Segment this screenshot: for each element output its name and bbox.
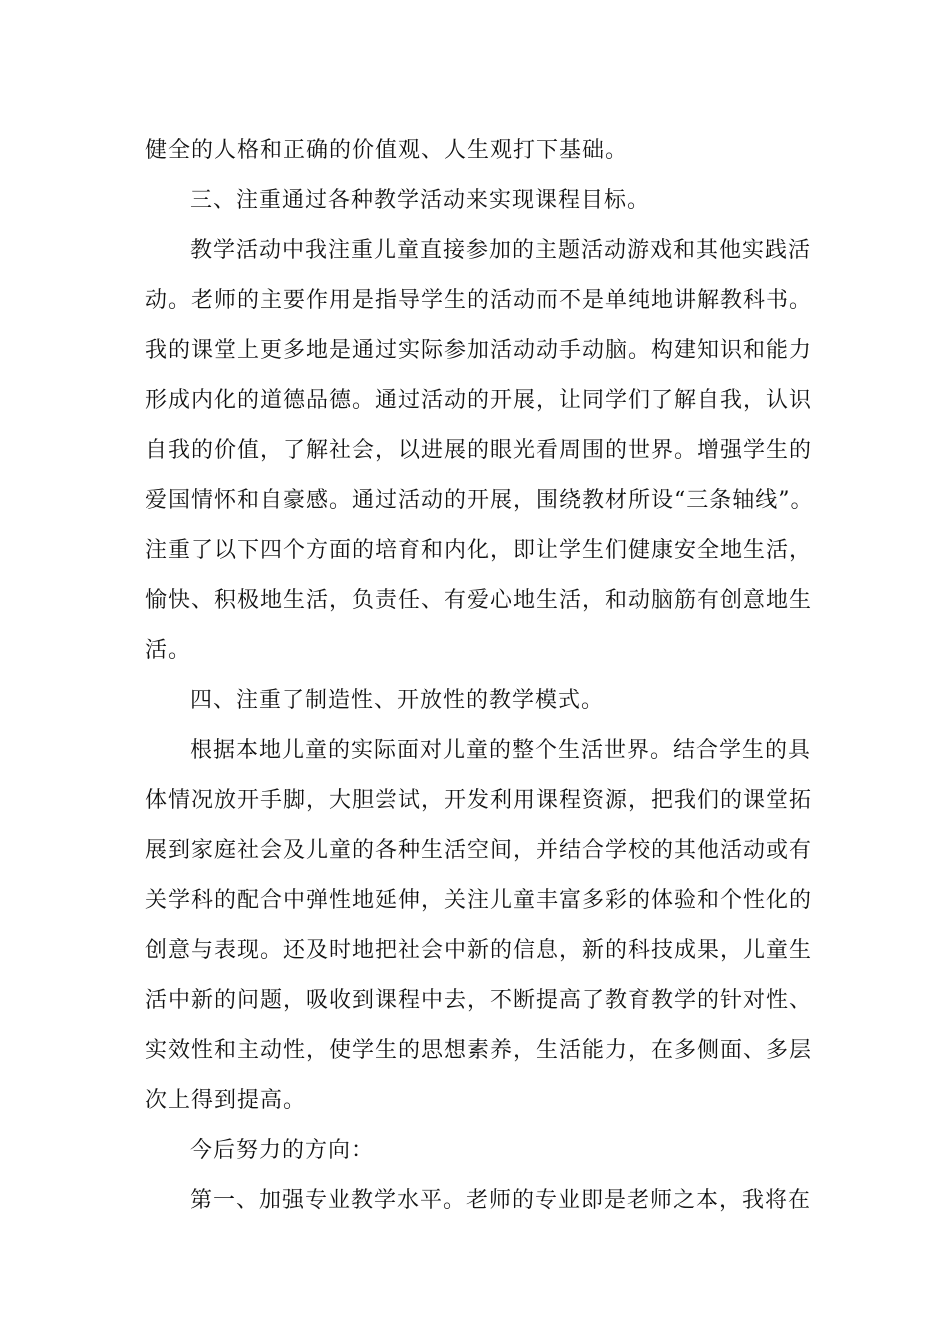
text-line: 第一、加强专业教学水平。老师的专业即是老师之本，我将在 [190,1188,812,1213]
text-line: 动。老师的主要作用是指导学生的活动而不是单纯地讲解教科书。 [145,288,813,313]
text-line: 自我的价值，了解社会，以进展的眼光看周围的世界。增强学生的 [145,438,813,463]
section-heading-3: 三、注重通过各种教学活动来实现课程目标。 [190,188,651,213]
text-line: 注重了以下四个方面的培育和内化，即让学生们健康安全地生活， [145,538,813,563]
text-line: 展到家庭社会及儿童的各种生活空间，并结合学校的其他活动或有 [145,838,813,863]
text-line: 活。 [145,638,192,663]
text-line: 创意与表现。还及时地把社会中新的信息，新的科技成果，儿童生 [145,938,813,963]
text-line: 爱国情怀和自豪感。通过活动的开展，围绕教材所设“三条轴线”。 [145,488,814,513]
text-line: 根据本地儿童的实际面对儿童的整个生活世界。结合学生的具 [190,738,812,763]
text-line: 实效性和主动性，使学生的思想素养，生活能力，在多侧面、多层 [145,1038,813,1063]
text-line: 愉快、积极地生活，负责任、有爱心地生活，和动脑筋有创意地生 [145,588,813,613]
text-line: 教学活动中我注重儿童直接参加的主题活动游戏和其他实践活 [190,238,812,263]
text-line: 形成内化的道德品德。通过活动的开展，让同学们了解自我，认识 [145,388,813,413]
text-line: 我的课堂上更多地是通过实际参加活动动手动脑。构建知识和能力 [145,338,813,363]
text-line: 体情况放开手脚，大胆尝试，开发利用课程资源，把我们的课堂拓 [145,788,813,813]
text-line: 关学科的配合中弹性地延伸，关注儿童丰富多彩的体验和个性化的 [145,888,813,913]
text-line: 活中新的问题，吸收到课程中去，不断提高了教育教学的针对性、 [145,988,813,1013]
text-line: 次上得到提高。 [145,1088,307,1113]
text-line: 健全的人格和正确的价值观、人生观打下基础。 [145,138,629,163]
section-heading-4: 四、注重了制造性、开放性的教学模式。 [190,688,605,713]
future-direction-heading: 今后努力的方向： [190,1138,375,1163]
